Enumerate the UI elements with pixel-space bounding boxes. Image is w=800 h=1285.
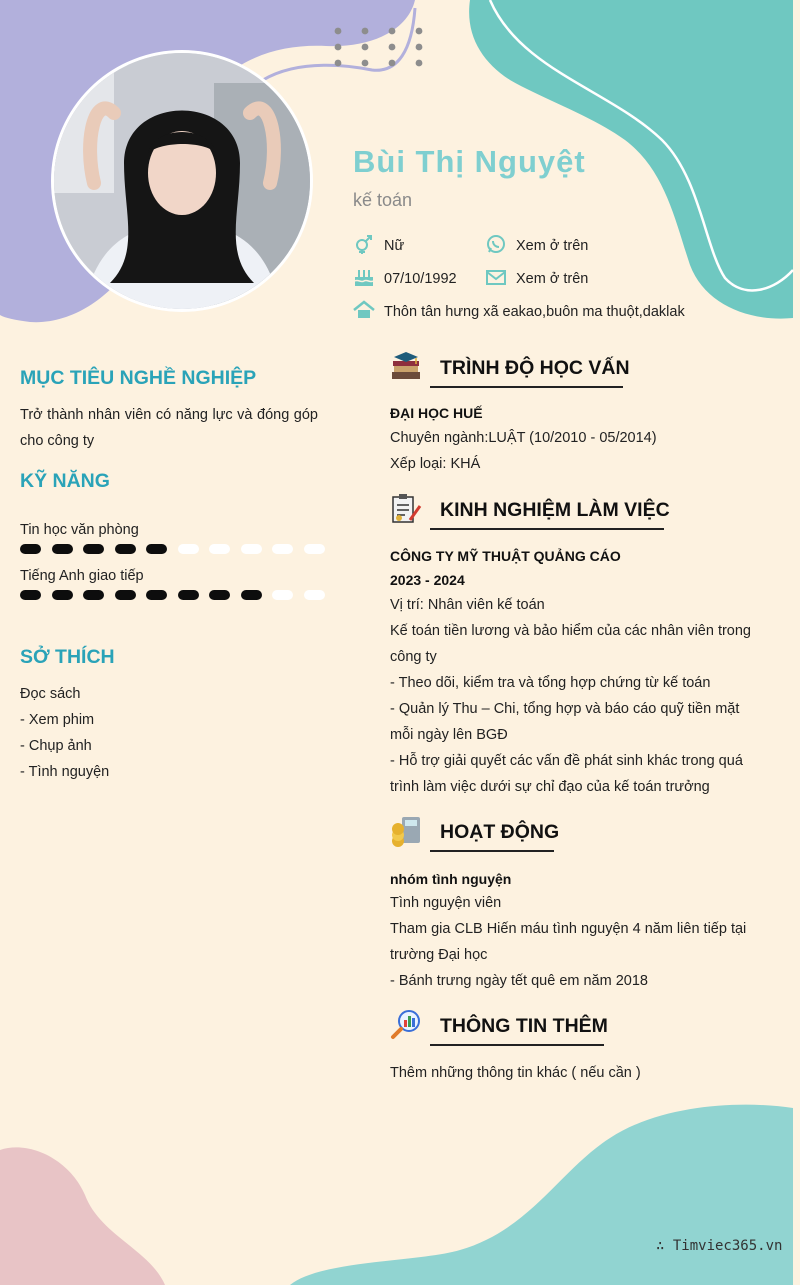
experience-line: - Theo dõi, kiểm tra và tổng hợp chứng từ kế toán (390, 675, 711, 691)
skill-dash-empty (304, 590, 325, 600)
education-underline (430, 386, 623, 388)
birthday-cake-icon (353, 267, 375, 287)
skill-dash-filled (83, 590, 104, 600)
experience-details (390, 592, 765, 800)
magnifier-chart-icon (390, 1008, 422, 1040)
experience-heading: KINH NGHIỆM LÀM VIỆC (440, 499, 670, 521)
skill-name: Tin học văn phòng (20, 522, 139, 538)
skill-dash-empty (178, 544, 199, 554)
job-title: kế toán (353, 190, 413, 210)
hobby-item: - Chụp ảnh (20, 738, 92, 754)
skill-dash-empty (272, 544, 293, 554)
clipboard-icon (390, 492, 422, 524)
skill-dash-filled (83, 544, 104, 554)
experience-underline (430, 528, 664, 530)
phone-value: Xem ở trên (516, 238, 589, 254)
hobbies-heading: SỞ THÍCH (20, 646, 115, 668)
hobby-item: - Xem phim (20, 712, 95, 728)
education-details (390, 425, 765, 477)
home-icon (353, 300, 375, 320)
hobby-item: - Tình nguyện (20, 764, 110, 780)
birthday-value: 07/10/1992 (384, 271, 457, 287)
experience-period: 2023 - 2024 (390, 572, 465, 588)
activities-details (390, 890, 765, 994)
whatsapp-icon (485, 234, 507, 254)
watermark: ∴ Timviec365.vn (656, 1238, 783, 1254)
experience-line: Vị trí: Nhân viên kế toán (390, 597, 545, 613)
skill-dash-empty (272, 590, 293, 600)
skill-dash-filled (20, 590, 41, 600)
gender-icon (353, 234, 375, 254)
activity-line: - Bánh trưng ngày tết quê em năm 2018 (390, 973, 648, 989)
skill-dash-filled (209, 590, 230, 600)
additional-heading: THÔNG TIN THÊM (440, 1015, 608, 1037)
bottom-right-teal-blob (290, 1105, 793, 1285)
skill-dash-filled (52, 544, 73, 554)
skill-name: Tiếng Anh giao tiếp (20, 568, 144, 584)
skill-dash-filled (178, 590, 199, 600)
skill-dash-filled (146, 544, 167, 554)
activity-line: Tham gia CLB Hiến máu tình nguyện 4 năm liên tiếp tại trường Đại học (390, 921, 747, 963)
skill-dash-filled (115, 544, 136, 554)
objective-heading: MỤC TIÊU NGHỀ NGHIỆP (20, 367, 257, 389)
skill-rating-bar (20, 544, 325, 554)
email-value: Xem ở trên (516, 271, 589, 287)
activities-group: nhóm tình nguyện (390, 871, 512, 887)
objective-text: Trở thành nhân viên có năng lực và đóng góp cho công ty (20, 407, 318, 449)
address-value: Thôn tân hưng xã eakao,buôn ma thuột,daklak (384, 304, 685, 320)
activities-underline (430, 850, 554, 852)
education-heading: TRÌNH ĐỘ HỌC VẤN (440, 357, 630, 379)
hobby-item: Đọc sách (20, 686, 81, 702)
skill-dash-empty (304, 544, 325, 554)
activities-heading: HOẠT ĐỘNG (440, 821, 560, 843)
skill-dash-empty (241, 544, 262, 554)
experience-line: - Hỗ trợ giải quyết các vấn đề phát sinh khác trong quá trình làm việc dưới sự chỉ đạo của kế toán trưởng (390, 753, 743, 795)
additional-underline (430, 1044, 604, 1046)
skill-dash-empty (209, 544, 230, 554)
envelope-icon (485, 267, 507, 287)
skill-dash-filled (241, 590, 262, 600)
skill-dash-filled (146, 590, 167, 600)
skills-heading: KỸ NĂNG (20, 470, 110, 492)
skill-rating-bar (20, 590, 325, 600)
books-icon (390, 350, 422, 382)
gender-value: Nữ (384, 238, 405, 254)
education-major: Chuyên ngành:LUẬT (10/2010 - 05/2014) (390, 430, 657, 446)
hobbies-list (20, 681, 320, 785)
skill-dash-filled (52, 590, 73, 600)
bottom-left-pink-blob (0, 1147, 165, 1285)
education-grade: Xếp loại: KHÁ (390, 456, 481, 472)
additional-text: Thêm những thông tin khác ( nếu cần ) (390, 1065, 641, 1081)
activity-line: Tình nguyện viên (390, 895, 502, 911)
experience-company: CÔNG TY MỸ THUẬT QUẢNG CÁO (390, 548, 621, 564)
experience-line: - Quản lý Thu – Chi, tổng hợp và báo cáo quỹ tiền mặt mỗi ngày lên BGĐ (390, 701, 740, 743)
experience-line: Kế toán tiền lương và bảo hiểm của các nhân viên trong công ty (390, 623, 751, 665)
profile-photo (51, 50, 313, 312)
skill-dash-filled (20, 544, 41, 554)
skill-dash-filled (115, 590, 136, 600)
calculator-coins-icon (390, 815, 422, 847)
education-school: ĐẠI HỌC HUẾ (390, 405, 483, 421)
profile-photo-illustration (54, 53, 310, 309)
candidate-name: Bùi Thị Nguyệt (353, 144, 586, 179)
